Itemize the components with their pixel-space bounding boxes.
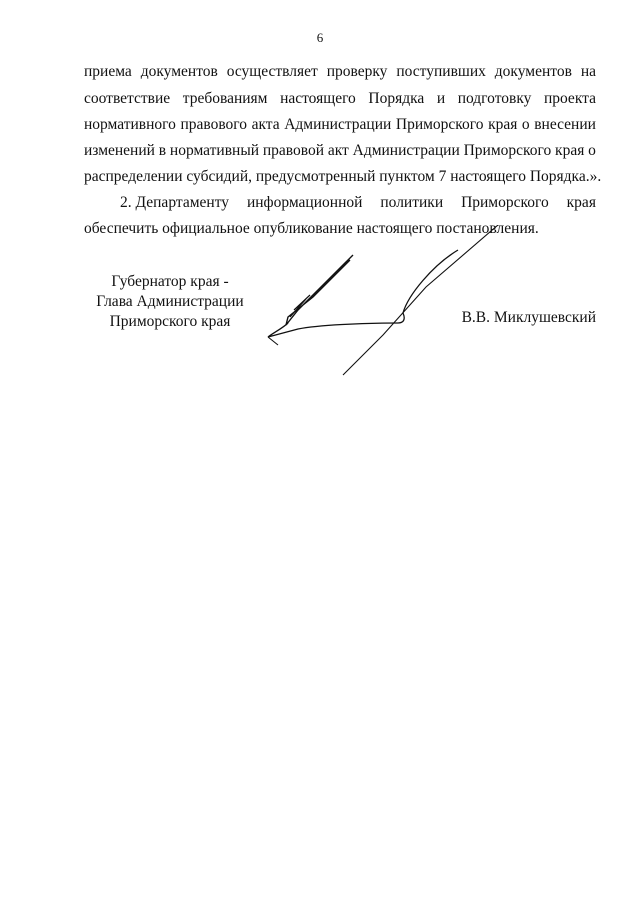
paragraph-1-line: [84, 142, 596, 160]
word: Приморского: [461, 194, 549, 211]
word: подготовку: [457, 90, 532, 107]
word: поступивших: [396, 63, 486, 80]
word: правовой: [262, 142, 325, 159]
signer-position-line: Губернатор края -: [111, 273, 229, 290]
word: соответствие: [84, 90, 171, 107]
word: изменений: [84, 142, 155, 159]
word: правового: [180, 116, 248, 133]
paragraph-1-line: распределении субсидий, предусмотренный пунктом 7 настоящего Порядка.».: [84, 168, 602, 185]
word: настоящего: [280, 90, 356, 107]
page-number: 6: [316, 30, 324, 45]
word: акта: [251, 116, 280, 133]
word: политики: [380, 194, 444, 211]
word: Приморского: [463, 142, 552, 159]
signer-name: В.В. Миклушевский: [461, 309, 596, 326]
word: 2. Департаменту: [120, 194, 230, 211]
word: в: [158, 142, 167, 159]
word: документов: [494, 63, 572, 80]
word: приема: [84, 63, 132, 80]
signer-position: [70, 272, 270, 332]
word: и: [436, 90, 446, 107]
signer-position-line: Приморского края: [109, 313, 231, 330]
paragraph-1-line: [84, 116, 596, 134]
paragraph-1-line: [84, 63, 596, 81]
word: требованиям: [182, 90, 268, 107]
word: нормативного: [84, 116, 176, 133]
word: нормативный: [169, 142, 260, 159]
word: Порядка: [368, 90, 425, 107]
word: Администрации: [352, 142, 460, 159]
word: проекта: [543, 90, 596, 107]
paragraph-2-line: обеспечить официальное опубликование настоящего постановления.: [84, 220, 539, 237]
paragraph-1-line: [84, 90, 596, 108]
word: информационной: [246, 194, 363, 211]
paragraph-2-line: [84, 194, 596, 212]
handwritten-signature: [258, 225, 508, 380]
word: на: [580, 63, 596, 80]
word: проверку: [326, 63, 388, 80]
word: о: [588, 142, 596, 159]
word: осуществляет: [226, 63, 318, 80]
word: края: [555, 142, 585, 159]
word: края: [566, 194, 596, 211]
word: акт: [327, 142, 349, 159]
signer-position-line: Глава Администрации: [96, 293, 244, 310]
word: края: [488, 116, 518, 133]
word: о: [521, 116, 530, 133]
word: внесении: [534, 116, 596, 133]
word: Администрации: [284, 116, 392, 133]
word: документов: [140, 63, 218, 80]
word: Приморского: [395, 116, 484, 133]
